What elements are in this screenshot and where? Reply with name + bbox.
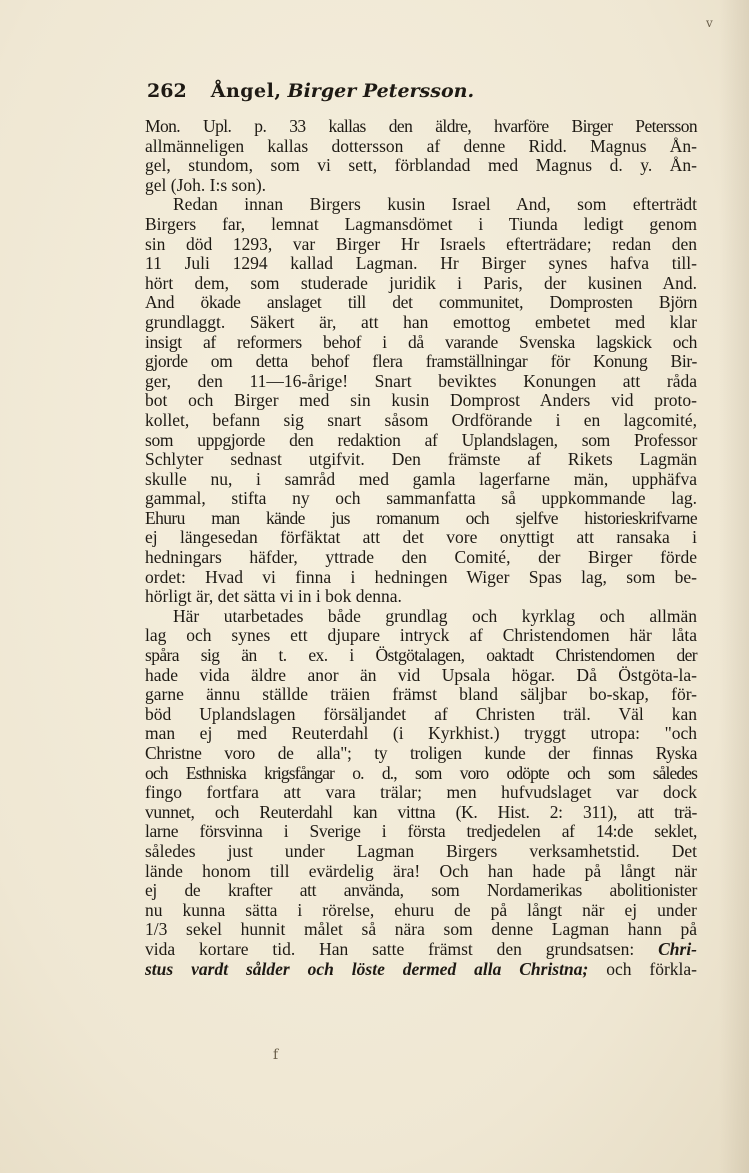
text-line: gjorde om detta behof flera framställningar för Konung Bir-: [145, 351, 697, 372]
page-number: 262: [147, 80, 187, 102]
text-segment: vida kortare tid. Han satte främst den grundsatsen:: [145, 938, 635, 959]
text-line: ordet: Hvad vi finna i hedningen Wiger Spas lag, som be-: [145, 566, 697, 587]
text-line: fingo fortfara att vara trälar; men hufvudslaget var dock: [145, 782, 697, 803]
text-line: nu kunna sätta i rörelse, ehuru de på långt när ej under: [145, 899, 697, 920]
text-line: ej de krafter att använda, som Nordamerikas abolitionister: [145, 880, 697, 901]
italic-segment: Chri-: [658, 938, 698, 959]
text-line: Redan innan Birgers kusin Israel And, som efterträdt: [173, 194, 697, 215]
text-line: Mon. Upl. p. 33 kallas den äldre, hvarföre Birger Petersson: [145, 116, 697, 136]
text-line: allmänneligen kallas dottersson af denne Ridd. Magnus Ån-: [145, 135, 697, 156]
text-line: Schlyter sednast utgifvit. Den främste af Rikets Lagmän: [145, 449, 697, 470]
running-header: [147, 76, 707, 106]
text-line: gel (Joh. I:s son).: [145, 174, 267, 195]
text-line: spåra sig än t. ex. i Östgötalagen, oaktadt Christendomen der: [145, 645, 697, 666]
text-line-mixed: [145, 940, 697, 960]
text-line: lag och synes ett djupare intryck af Christendomen här låta: [145, 625, 697, 646]
text-line: hade vida äldre anor än vid Upsala högar. Då Östgöta-la-: [145, 664, 697, 685]
header-heading: Ångel,: [210, 80, 282, 102]
text-line-mixed: [145, 960, 697, 980]
text-line: hört dem, som studerade juridik i Paris, der kusinen And.: [145, 272, 697, 293]
text-line: skulle nu, i samråd med gamla lagerfarne män, upphäfva: [145, 468, 697, 489]
text-line: sin död 1293, var Birger Hr Israels efterträdare; redan den: [145, 233, 697, 254]
text-line: ger, den 11—16-årige! Snart beviktes Konungen att råda: [145, 370, 697, 391]
text-line: insigt af reformers behof i då varande Svenska lagskick och: [145, 331, 697, 352]
text-line: och Esthniska krigsfångar o. d., som voro odöpte och som således: [145, 762, 697, 783]
text-line: bot och Birger med sin kusin Domprost Anders vid proto-: [145, 390, 697, 411]
text-line: lände honom till evärdelig ära! Och han hade på långt när: [145, 860, 697, 881]
text-line: Christne voro de alla"; ty troligen kunde der finnas Ryska: [145, 743, 697, 763]
text-line: som uppgjorde den redaktion af Uplandslagen, som Professor: [145, 429, 697, 450]
text-line: hörligt är, det sätta vi in i bok denna.: [145, 586, 402, 607]
text-line: 11 Juli 1294 kallad Lagman. Hr Birger synes hafva till-: [145, 253, 697, 274]
text-line: grundlaggt. Säkert är, att han emottog embetet med klar: [145, 311, 697, 332]
text-line: And ökade anslaget till det communitet, Domprosten Björn: [145, 292, 697, 313]
text-line: Här utarbetades både grundlag och kyrklag och allmän: [173, 605, 697, 626]
text-segment: och förkla-: [606, 958, 697, 979]
text-line: man ej med Reuterdahl (i Kyrkhist.) tryggt utropa: "och: [145, 723, 697, 744]
corner-mark: v: [706, 16, 713, 30]
text-line: larne försvinna i Sverige i första tredjedelen af 14:de seklet,: [145, 821, 697, 842]
header-running-title: Birger Petersson.: [287, 80, 475, 102]
page-edge-shadow: [719, 0, 749, 1173]
text-line: ej längesedan förfäktat att det vore onyttigt att ransaka i: [145, 527, 697, 548]
italic-segment: stus vardt sålder och löste dermed alla Christna;: [145, 958, 589, 979]
text-line: gel, stundom, som vi sett, förblandad med Magnus d. y. Ån-: [145, 155, 697, 176]
text-line: Birgers far, lemnat Lagmansdömet i Tiunda ledigt genom: [145, 213, 697, 234]
body-text: [145, 117, 697, 979]
text-line: hedningars häfder, yttrade den Comité, der Birger förde: [145, 547, 697, 568]
text-line: vunnet, och Reuterdahl kan vittna (K. Hist. 2: 311), att trä-: [145, 801, 697, 822]
text-line: således just under Lagman Birgers verksamhetstid. Det: [145, 840, 697, 861]
text-line: Ehuru man kände jus romanum och sjelfve historieskrifvarne: [145, 507, 697, 528]
footer-mark: f: [273, 1047, 279, 1063]
text-line: gammal, stifta ny och sammanfatta så uppkommande lag.: [145, 488, 697, 509]
text-line: böd Uplandslagen försäljandet af Christen träl. Väl kan: [145, 703, 697, 724]
text-line: kollet, befann sig snart såsom Ordförande i en lagcomité,: [145, 409, 697, 430]
text-line: garne ännu ställde träien främst bland säljbar bo-skap, för-: [145, 684, 697, 705]
text-line: 1/3 sekel hunnit målet så nära som denne Lagman hann på: [145, 919, 697, 940]
